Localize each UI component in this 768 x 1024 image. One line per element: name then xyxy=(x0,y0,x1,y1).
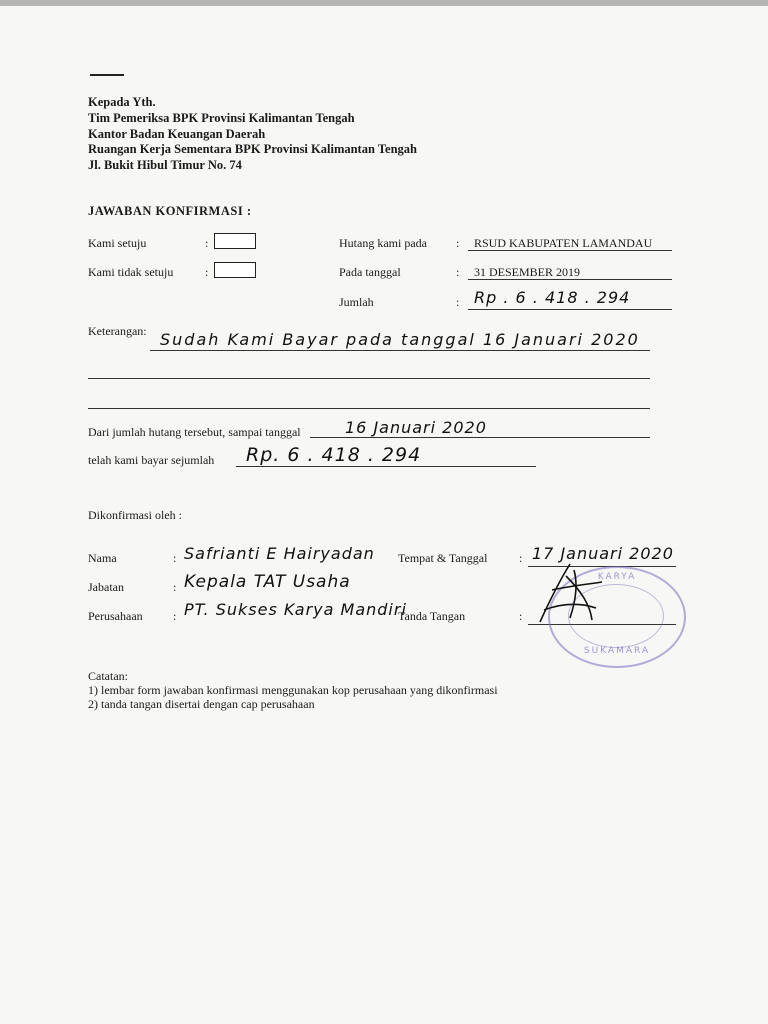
creditor-value[interactable]: RSUD KABUPATEN LAMANDAU xyxy=(474,236,653,250)
payment-date-underline xyxy=(310,437,650,438)
payment-date-label: Dari jumlah hutang tersebut, sampai tanggal xyxy=(88,425,301,439)
debt-amount-underline xyxy=(468,309,672,310)
address-line-2: Tim Pemeriksa BPK Provinsi Kalimantan Tengah xyxy=(88,111,355,125)
address-line-4: Ruangan Kerja Sementara BPK Provinsi Kalimantan Tengah xyxy=(88,142,417,156)
disagree-checkbox[interactable] xyxy=(214,262,256,278)
debt-date-underline xyxy=(468,279,672,280)
place-date-label: Tempat & Tanggal xyxy=(398,551,488,565)
company-value[interactable]: PT. Sukses Karya Mandiri xyxy=(184,600,407,619)
address-line-1: Kepada Yth. xyxy=(88,95,156,109)
creditor-label: Hutang kami pada xyxy=(339,236,427,250)
payment-amount-value[interactable]: Rp. 6 . 418 . 294 xyxy=(246,444,422,466)
stamp-top-text: KARYA xyxy=(597,572,637,582)
name-colon: : xyxy=(173,551,177,565)
agree-label: Kami setuju xyxy=(88,236,147,250)
debt-date-value[interactable]: 31 DESEMBER 2019 xyxy=(474,265,581,279)
notes-item-2: 2) tanda tangan disertai dengan cap perusahaan xyxy=(88,697,315,711)
form-heading: JAWABAN KONFIRMASI : xyxy=(88,204,252,218)
remarks-line-1 xyxy=(150,350,650,351)
remarks-value[interactable]: Sudah Kami Bayar pada tanggal 16 Januari 2020 xyxy=(160,330,640,349)
disagree-colon: : xyxy=(205,265,209,279)
payment-amount-label: telah kami bayar sejumlah xyxy=(88,453,215,467)
debt-date-colon: : xyxy=(456,265,460,279)
notes-title: Catatan: xyxy=(88,669,128,683)
remarks-label: Keterangan: xyxy=(88,324,147,338)
debt-date-label: Pada tanggal xyxy=(339,265,401,279)
agree-colon: : xyxy=(205,236,209,250)
header-dash xyxy=(90,74,124,76)
scan-edge xyxy=(0,0,768,6)
stamp-bottom-text: SUKAMARA xyxy=(583,646,651,656)
name-label: Nama xyxy=(88,551,117,565)
position-label: Jabatan xyxy=(88,580,124,594)
remarks-line-3 xyxy=(88,408,650,409)
company-label: Perusahaan xyxy=(88,609,143,623)
company-colon: : xyxy=(173,609,177,623)
remarks-line-2 xyxy=(88,378,650,379)
debt-amount-label: Jumlah xyxy=(339,295,374,309)
debt-amount-value[interactable]: Rp . 6 . 418 . 294 xyxy=(474,288,631,307)
name-value[interactable]: Safrianti E Hairyadan xyxy=(184,544,375,563)
creditor-colon: : xyxy=(456,236,460,250)
place-date-value[interactable]: 17 Januari 2020 xyxy=(532,544,674,563)
position-value[interactable]: Kepala TAT Usaha xyxy=(184,572,351,592)
place-date-colon: : xyxy=(519,551,523,565)
payment-amount-underline xyxy=(236,466,536,467)
address-line-5: Jl. Bukit Hibul Timur No. 74 xyxy=(88,158,242,172)
confirmed-by-label: Dikonfirmasi oleh : xyxy=(88,508,182,522)
signature-scribble xyxy=(530,560,610,632)
signature-colon: : xyxy=(519,609,523,623)
creditor-underline xyxy=(468,250,672,251)
notes-item-1: 1) lembar form jawaban konfirmasi menggunakan kop perusahaan yang dikonfirmasi xyxy=(88,683,498,697)
address-line-3: Kantor Badan Keuangan Daerah xyxy=(88,127,266,141)
position-colon: : xyxy=(173,580,177,594)
signature-label: Tanda Tangan xyxy=(398,609,466,623)
payment-date-value[interactable]: 16 Januari 2020 xyxy=(345,418,487,437)
debt-amount-colon: : xyxy=(456,295,460,309)
agree-checkbox[interactable] xyxy=(214,233,256,249)
disagree-label: Kami tidak setuju xyxy=(88,265,174,279)
